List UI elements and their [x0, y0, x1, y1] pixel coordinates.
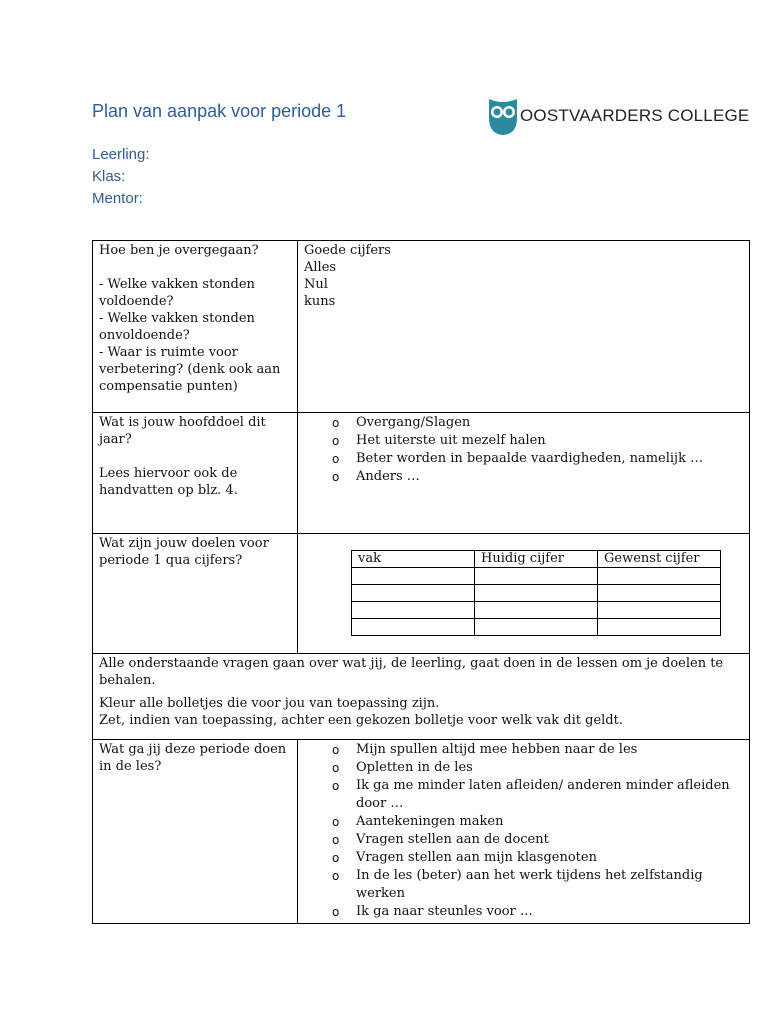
grades-header-desired: Gewenst cijfer [598, 551, 721, 568]
class-option[interactable]: o Mijn spullen altijd mee hebben naar de les [332, 741, 743, 759]
class-option[interactable]: o Vragen stellen aan de docent [332, 831, 743, 849]
student-info [92, 144, 150, 210]
grade-cell[interactable] [598, 602, 721, 619]
grade-cell[interactable] [352, 602, 475, 619]
grade-cell[interactable] [475, 619, 598, 636]
mentor-label: Mentor: [92, 190, 143, 207]
main-goal-row [93, 413, 750, 534]
class-option[interactable]: o In de les (beter) aan het werk tijdens het zelfstandig werken [332, 867, 743, 903]
document-title: Plan van aanpak voor periode 1 [92, 101, 347, 121]
grade-goals-cell [298, 534, 750, 654]
grade-cell[interactable] [352, 568, 475, 585]
school-logo [486, 96, 749, 136]
transition-answer[interactable]: Goede cijfers Alles Nul kuns [298, 241, 750, 413]
class-option[interactable]: o Vragen stellen aan mijn klasgenoten [332, 849, 743, 867]
grade-cell[interactable] [475, 568, 598, 585]
in-class-options [298, 740, 750, 924]
grades-row [352, 585, 721, 602]
grade-cell[interactable] [598, 585, 721, 602]
goal-option[interactable]: o Beter worden in bepaalde vaardigheden, namelijk … [332, 450, 743, 468]
grades-table [351, 550, 721, 636]
goal-option[interactable]: o Overgang/Slagen [332, 414, 743, 432]
grades-header-subject: vak [352, 551, 475, 568]
instructions-line: Kleur alle bolletjes die voor jou van toepassing zijn. [99, 696, 440, 711]
transition-question: Hoe ben je overgegaan? - Welke vakken stonden voldoende? - Welke vakken stonden onvoldoende? - Waar is ruimte voor verbetering? (denk ook aan compensatie punten) [93, 241, 298, 413]
grade-goals-row [93, 534, 750, 654]
class-option[interactable]: o Ik ga me minder laten afleiden/ anderen minder afleiden door … [332, 777, 743, 813]
logo-text: OOSTVAARDERS COLLEGE [520, 106, 750, 125]
grade-cell[interactable] [598, 568, 721, 585]
instructions-line: Zet, indien van toepassing, achter een gekozen bolletje voor welk vak dit geldt. [99, 713, 623, 728]
main-goal-options [298, 413, 750, 534]
grades-row [352, 602, 721, 619]
goal-option[interactable]: o Het uiterste uit mezelf halen [332, 432, 743, 450]
class-option[interactable]: o Opletten in de les [332, 759, 743, 777]
instructions-cell [93, 654, 750, 740]
grade-cell[interactable] [352, 585, 475, 602]
in-class-question: Wat ga jij deze periode doen in de les? [93, 740, 298, 924]
transition-row [93, 241, 750, 413]
grade-cell[interactable] [475, 585, 598, 602]
grade-cell[interactable] [475, 602, 598, 619]
grade-cell[interactable] [352, 619, 475, 636]
class-option[interactable]: o Ik ga naar steunles voor … [332, 903, 743, 921]
grade-cell[interactable] [598, 619, 721, 636]
instructions-line: Alle onderstaande vragen gaan over wat jij, de leerling, gaat doen in de lessen om je doelen te behalen. [99, 656, 724, 688]
student-label: Leerling: [92, 146, 150, 163]
in-class-row [93, 740, 750, 924]
goal-option[interactable]: o Anders … [332, 468, 743, 486]
class-option[interactable]: o Aantekeningen maken [332, 813, 743, 831]
grades-row [352, 619, 721, 636]
instructions-row [93, 654, 750, 740]
action-plan-table [92, 240, 750, 924]
main-goal-question: Wat is jouw hoofddoel dit jaar? Lees hiervoor ook de handvatten op blz. 4. [93, 413, 298, 534]
grades-row [352, 568, 721, 585]
grades-header-current: Huidig cijfer [475, 551, 598, 568]
owl-logo-icon [486, 96, 520, 136]
grade-goals-question: Wat zijn jouw doelen voor periode 1 qua cijfers? [93, 534, 298, 654]
class-label: Klas: [92, 168, 126, 185]
